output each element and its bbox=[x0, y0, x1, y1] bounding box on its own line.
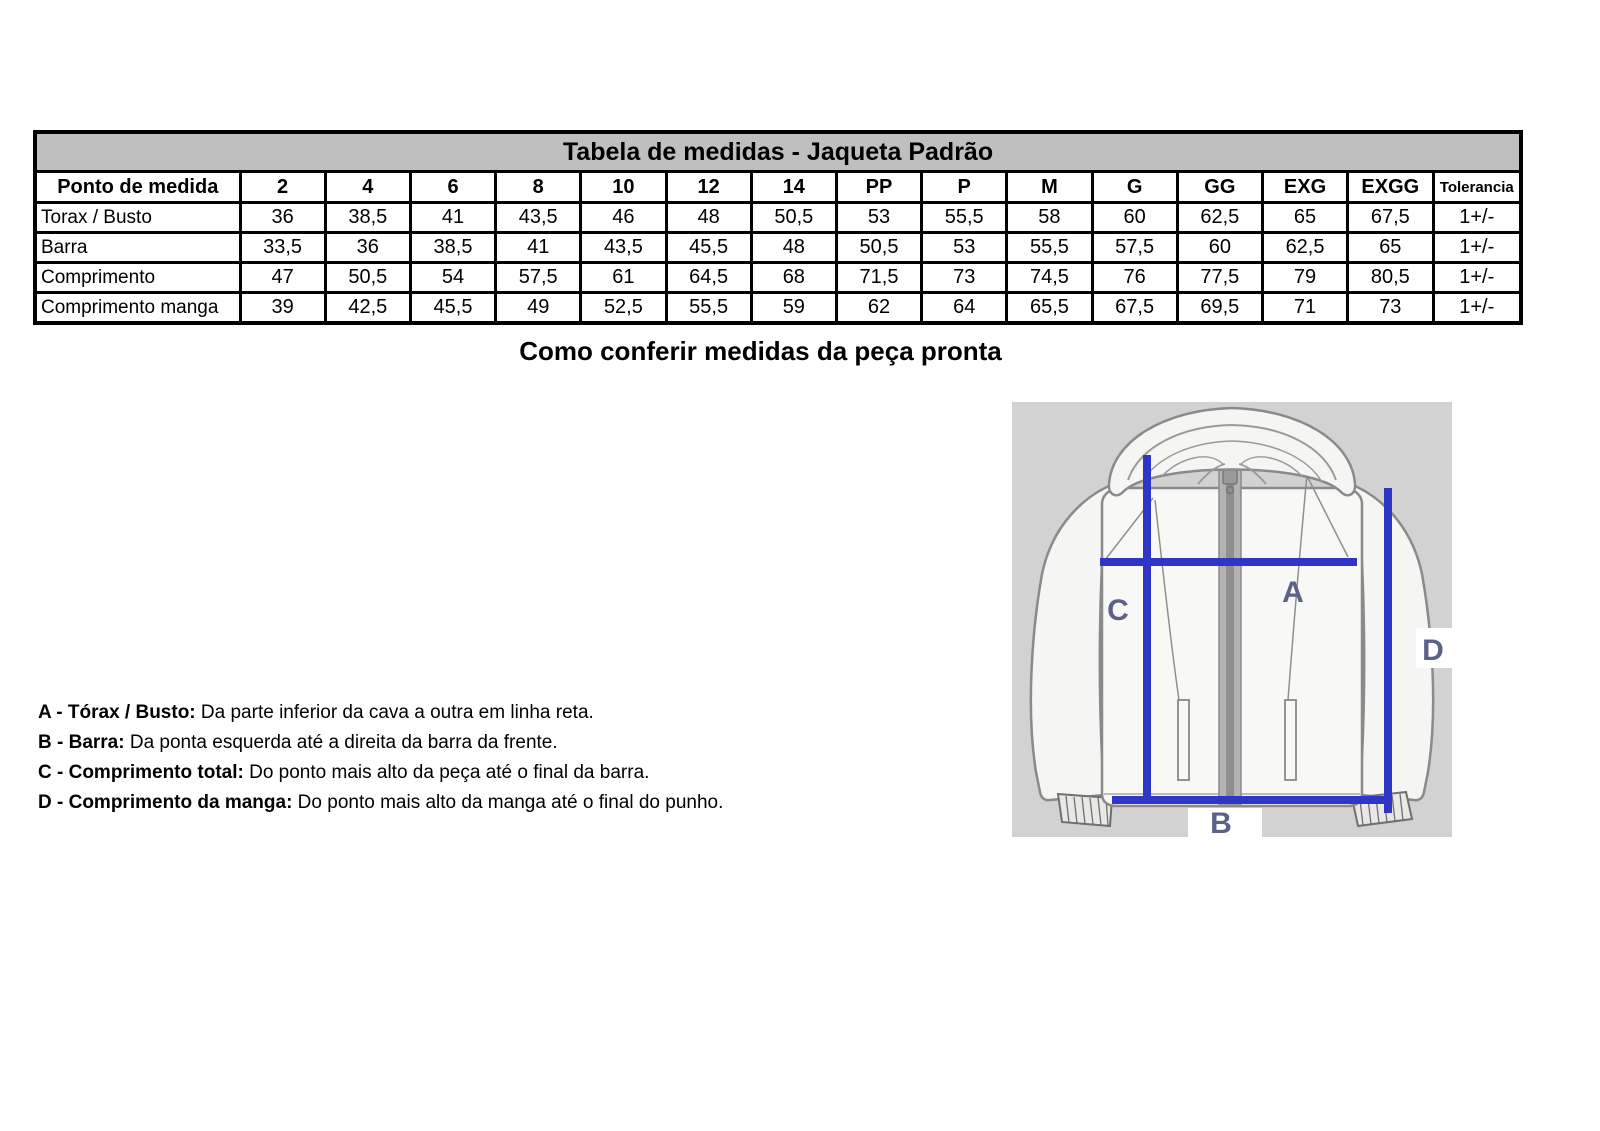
table-cell: 53 bbox=[922, 233, 1007, 263]
table-cell: 55,5 bbox=[666, 293, 751, 324]
table-cell: 65 bbox=[1262, 203, 1347, 233]
column-header: 4 bbox=[325, 172, 410, 203]
table-cell: 77,5 bbox=[1177, 263, 1262, 293]
table-cell: 55,5 bbox=[1007, 233, 1092, 263]
table-cell: 60 bbox=[1092, 203, 1177, 233]
table-cell: 62,5 bbox=[1262, 233, 1347, 263]
measurement-legend bbox=[38, 698, 723, 818]
legend-item-d bbox=[38, 788, 723, 818]
table-cell: 59 bbox=[751, 293, 836, 324]
table-cell: 47 bbox=[240, 263, 325, 293]
table-cell: 67,5 bbox=[1348, 203, 1433, 233]
table-cell: 43,5 bbox=[581, 233, 666, 263]
table-cell: 38,5 bbox=[410, 233, 495, 263]
table-row bbox=[35, 233, 1521, 263]
size-table-section bbox=[33, 130, 1523, 325]
legend-item-b bbox=[38, 728, 723, 758]
legend-key-c: C - Comprimento total: bbox=[38, 762, 244, 783]
legend-key-d: D - Comprimento da manga: bbox=[38, 792, 293, 813]
table-cell: 36 bbox=[240, 203, 325, 233]
column-header: EXG bbox=[1262, 172, 1347, 203]
table-cell: 38,5 bbox=[325, 203, 410, 233]
measure-label-d: D bbox=[1422, 634, 1444, 667]
table-cell: 53 bbox=[836, 203, 921, 233]
table-cell: 60 bbox=[1177, 233, 1262, 263]
table-cell: 69,5 bbox=[1177, 293, 1262, 324]
table-cell: 1+/- bbox=[1433, 233, 1521, 263]
legend-key-a: A - Tórax / Busto: bbox=[38, 702, 196, 723]
jacket-diagram bbox=[1012, 402, 1452, 837]
table-cell: 57,5 bbox=[496, 263, 581, 293]
table-cell: 1+/- bbox=[1433, 203, 1521, 233]
table-cell: 50,5 bbox=[751, 203, 836, 233]
table-cell: 1+/- bbox=[1433, 293, 1521, 324]
column-header: P bbox=[922, 172, 1007, 203]
table-cell: 55,5 bbox=[922, 203, 1007, 233]
table-cell: 41 bbox=[496, 233, 581, 263]
legend-text-c: Do ponto mais alto da peça até o final da barra. bbox=[243, 762, 650, 783]
column-header: M bbox=[1007, 172, 1092, 203]
column-header: Ponto de medida bbox=[35, 172, 240, 203]
table-cell: 67,5 bbox=[1092, 293, 1177, 324]
table-cell: 62,5 bbox=[1177, 203, 1262, 233]
column-header: 12 bbox=[666, 172, 751, 203]
table-row bbox=[35, 203, 1521, 233]
table-cell: 48 bbox=[751, 233, 836, 263]
table-cell: 36 bbox=[325, 233, 410, 263]
legend-text-a: Da parte inferior da cava a outra em linha reta. bbox=[195, 702, 594, 723]
table-cell: 79 bbox=[1262, 263, 1347, 293]
column-header: 14 bbox=[751, 172, 836, 203]
table-cell: 64,5 bbox=[666, 263, 751, 293]
table-cell: 45,5 bbox=[410, 293, 495, 324]
table-cell: 39 bbox=[240, 293, 325, 324]
table-cell: 65,5 bbox=[1007, 293, 1092, 324]
zipper bbox=[1219, 464, 1241, 804]
row-label: Barra bbox=[35, 233, 240, 263]
table-cell: 80,5 bbox=[1348, 263, 1433, 293]
table-cell: 65 bbox=[1348, 233, 1433, 263]
table-cell: 45,5 bbox=[666, 233, 751, 263]
column-header: 8 bbox=[496, 172, 581, 203]
legend-item-c bbox=[38, 758, 723, 788]
row-label: Comprimento manga bbox=[35, 293, 240, 324]
column-header: Tolerancia bbox=[1433, 172, 1521, 203]
table-cell: 68 bbox=[751, 263, 836, 293]
table-cell: 54 bbox=[410, 263, 495, 293]
legend-key-b: B - Barra: bbox=[38, 732, 125, 753]
table-cell: 73 bbox=[1348, 293, 1433, 324]
table-cell: 42,5 bbox=[325, 293, 410, 324]
row-label: Torax / Busto bbox=[35, 203, 240, 233]
table-header-row bbox=[35, 172, 1521, 203]
table-cell: 50,5 bbox=[836, 233, 921, 263]
column-header: G bbox=[1092, 172, 1177, 203]
table-cell: 46 bbox=[581, 203, 666, 233]
measure-label-c: C bbox=[1107, 594, 1129, 627]
table-cell: 71,5 bbox=[836, 263, 921, 293]
table-cell: 57,5 bbox=[1092, 233, 1177, 263]
table-cell: 62 bbox=[836, 293, 921, 324]
section-subtitle: Como conferir medidas da peça pronta bbox=[519, 336, 1002, 366]
row-label: Comprimento bbox=[35, 263, 240, 293]
legend-text-b: Da ponta esquerda até a direita da barra da frente. bbox=[124, 732, 558, 753]
table-cell: 76 bbox=[1092, 263, 1177, 293]
table-cell: 50,5 bbox=[325, 263, 410, 293]
measure-label-b: B bbox=[1210, 807, 1232, 837]
column-header: 10 bbox=[581, 172, 666, 203]
column-header: PP bbox=[836, 172, 921, 203]
table-cell: 43,5 bbox=[496, 203, 581, 233]
table-cell: 49 bbox=[496, 293, 581, 324]
column-header: 6 bbox=[410, 172, 495, 203]
column-header: GG bbox=[1177, 172, 1262, 203]
size-table bbox=[33, 130, 1523, 325]
measure-label-a: A bbox=[1282, 576, 1304, 609]
column-header: EXGG bbox=[1348, 172, 1433, 203]
table-row bbox=[35, 293, 1521, 324]
table-cell: 52,5 bbox=[581, 293, 666, 324]
table-title-row bbox=[35, 132, 1521, 172]
table-cell: 73 bbox=[922, 263, 1007, 293]
jacket-illustration bbox=[1012, 402, 1452, 837]
table-cell: 61 bbox=[581, 263, 666, 293]
table-cell: 64 bbox=[922, 293, 1007, 324]
table-cell: 33,5 bbox=[240, 233, 325, 263]
table-title: Tabela de medidas - Jaqueta Padrão bbox=[35, 132, 1521, 172]
table-cell: 48 bbox=[666, 203, 751, 233]
table-cell: 58 bbox=[1007, 203, 1092, 233]
legend-text-d: Do ponto mais alto da manga até o final do punho. bbox=[292, 792, 724, 813]
column-header: 2 bbox=[240, 172, 325, 203]
table-row bbox=[35, 263, 1521, 293]
table-cell: 41 bbox=[410, 203, 495, 233]
table-cell: 1+/- bbox=[1433, 263, 1521, 293]
table-cell: 74,5 bbox=[1007, 263, 1092, 293]
table-cell: 71 bbox=[1262, 293, 1347, 324]
legend-item-a bbox=[38, 698, 723, 728]
